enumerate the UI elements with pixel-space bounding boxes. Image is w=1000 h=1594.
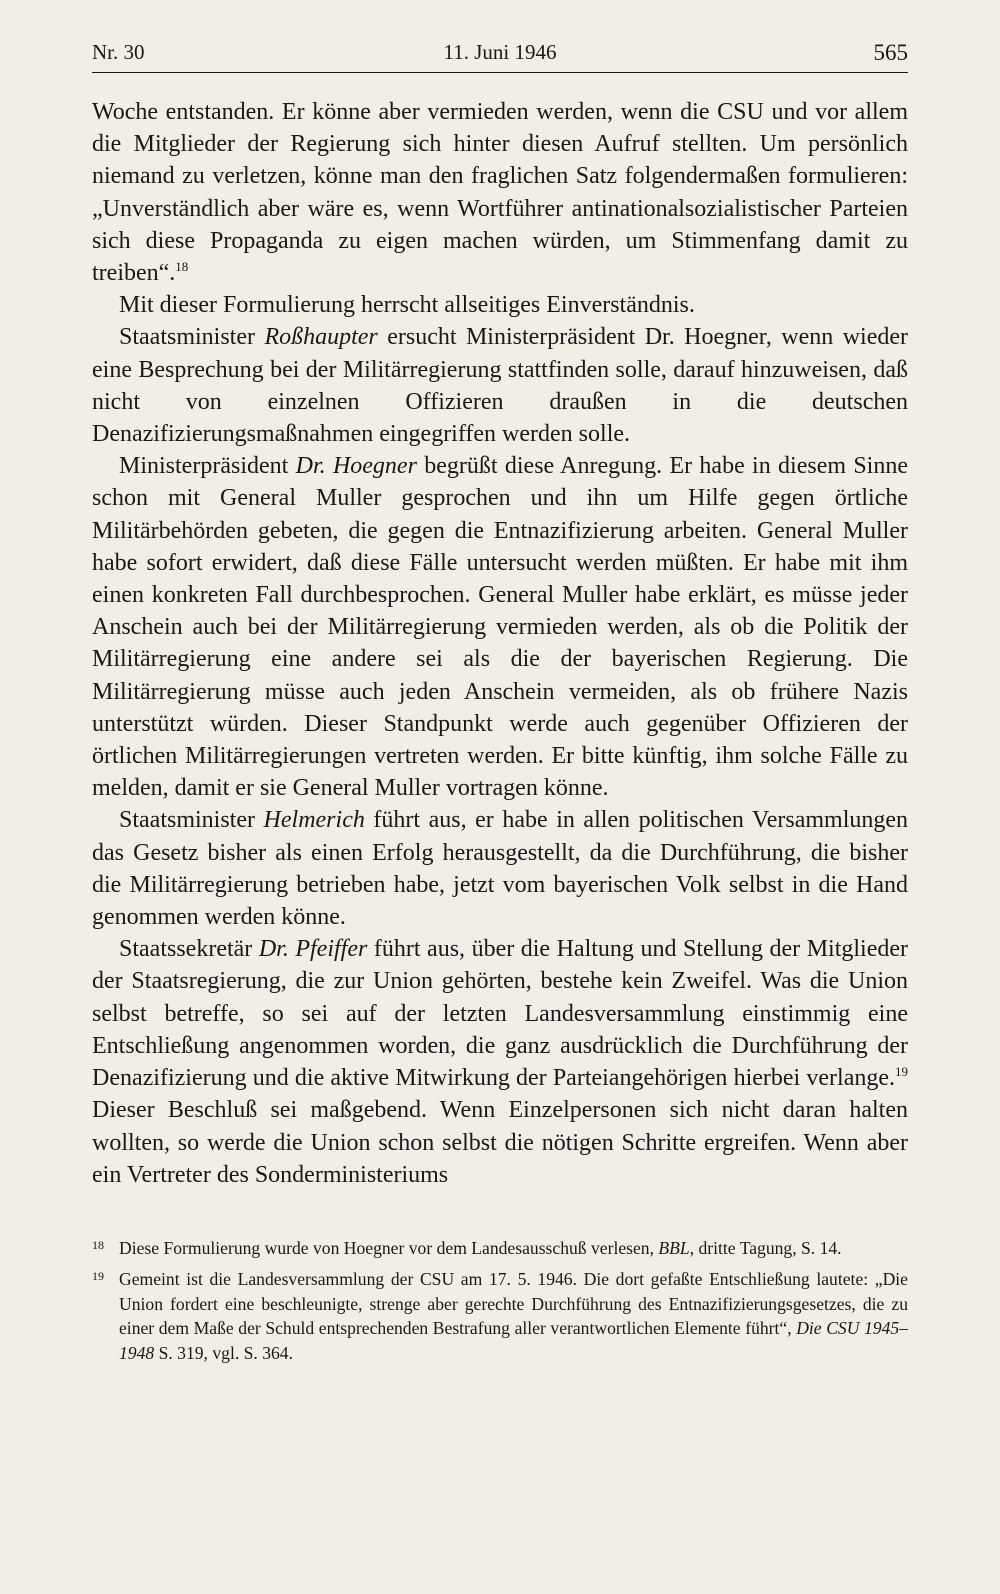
paragraph-text: begrüßt diese Anregung. Er habe in diesem Sinne schon mit General Muller gesprochen und ihn um Hilfe gegen örtliche Militärbehörden gebeten, die gegen die Entnazifizierung arbeiten. General Muller habe sofort erwidert, daß diese Fälle untersucht werden müßten. Er habe mit ihm einen konkreten Fall durchbesprochen. General Muller habe erklärt, es müsse jeder Anschein auch bei der Militärregierung vermieden werden, als ob die Politik der Militärregierung eine andere sei als die der bayerischen Regierung. Die Militärregierung müsse auch jeden Anschein vermeiden, als ob frühere Nazis unterstützt würden. Dieser Standpunkt werde auch gegenüber Offizieren der örtlichen Militärregierungen vertreten werden. Er bitte künftig, ihm solche Fälle zu melden, damit er sie General Muller vortragen könne.: [92, 453, 908, 802]
paragraph-text: Mit dieser Formulierung herrscht allseitiges Einverständnis.: [119, 292, 695, 319]
paragraph: [92, 933, 908, 1191]
speaker-name: Dr. Hoegner: [295, 453, 417, 480]
paragraph-text: Staatssekretär: [119, 936, 259, 963]
footnote: [92, 1236, 908, 1260]
paragraph: [92, 321, 908, 450]
footnote-text: Gemeint ist die Landesversammlung der CSU am 17. 5. 1946. Die dort gefaßte Entschließung lautete: „Die Union fordert eine beschleunigte, strenge aber gerechte Durchführung des Entnazifizierungsgesetzes, die zu einer dem Maße der Schuld entsprechenden Bestrafung aller verantwortlichen Elemente führt“,: [119, 1269, 908, 1339]
paragraph: [92, 289, 908, 321]
paragraph-text: Staatsminister: [119, 807, 264, 834]
footnote-number: 19: [92, 1269, 104, 1284]
paragraph-text: Staatsminister: [119, 324, 265, 351]
paragraph-text: führt aus, er habe in allen politischen Versammlungen das Gesetz bisher als einen Erfolg herausgestellt, da die Durchführung, die bisher die Militärregierung betrieben habe, jetzt vom bayerischen Volk selbst in die Hand genommen werden könne.: [92, 807, 909, 931]
paragraph: [92, 96, 908, 289]
header-rule: [92, 72, 908, 73]
body-text: [92, 96, 908, 1191]
paragraph-text: Ministerpräsident: [119, 453, 296, 480]
paragraph-text: führt aus, über die Haltung und Stellung der Mitglieder der Staatsregierung, die zur Union gehörten, bestehe kein Zweifel. Was die Union selbst betreffe, so sei auf der letzten Landesversammlung einstimmig eine Entschließung angenommen worden, die ganz ausdrücklich die Durchführung der Denazifizierung und die aktive Mitwirkung der Parteiangehörigen hierbei verlange.: [92, 936, 908, 1092]
footnote-text: , dritte Tagung, S. 14.: [689, 1238, 842, 1258]
footnote-ref[interactable]: 18: [175, 259, 189, 275]
speaker-name: Dr. Pfeiffer: [258, 936, 368, 963]
footnote: [92, 1267, 908, 1365]
footnote-number: 18: [92, 1238, 104, 1252]
paragraph-text: Woche entstanden. Er könne aber vermieden werden, wenn die CSU und vor allem die Mitglieder der Regierung sich hinter diesen Aufruf stellten. Um persönlich niemand zu verletzen, könne man den fraglichen Satz folgendermaßen formulieren: „Unverständlich aber wäre es, wenn Wortführer antinationalsozialistischer Parteien sich diese Propaganda zu eigen machen würden, um Stimmenfang damit zu treiben“.: [92, 99, 908, 287]
page-number: 565: [873, 40, 908, 65]
paragraph-text: ersucht Ministerpräsident Dr. Hoegner, wenn wieder eine Besprechung bei der Militärregierung stattfinden solle, darauf hinzuweisen, daß nicht von einzelnen Offizieren draußen in die deutschen Denazifizierungsmaßnahmen eingegriffen werden solle.: [92, 324, 908, 448]
footnote-text: Diese Formulierung wurde von Hoegner vor dem Landesausschuß verlesen,: [119, 1238, 659, 1258]
footnote-text: S. 319, vgl. S. 364.: [154, 1342, 294, 1363]
running-header: [92, 40, 908, 72]
issue-number: Nr. 30: [92, 40, 145, 64]
paragraph-text: Dieser Beschluß sei maßgebend. Wenn Einzelpersonen sich nicht daran halten wollten, so werde die Union schon selbst die nötigen Schritte ergreifen. Wenn aber ein Vertreter des Sonderministeriums: [92, 1097, 908, 1188]
paragraph: [92, 450, 908, 804]
footnote-ref[interactable]: 19: [895, 1064, 908, 1080]
footnote-italic: Die CSU 1945–1948: [119, 1318, 908, 1363]
speaker-name: Helmerich: [263, 807, 365, 834]
footnote-italic: BBL: [658, 1238, 690, 1258]
paragraph: [92, 804, 908, 933]
footnotes: [92, 1236, 908, 1372]
header-date: 11. Juni 1946: [443, 40, 557, 64]
speaker-name: Roßhaupter: [264, 324, 378, 351]
